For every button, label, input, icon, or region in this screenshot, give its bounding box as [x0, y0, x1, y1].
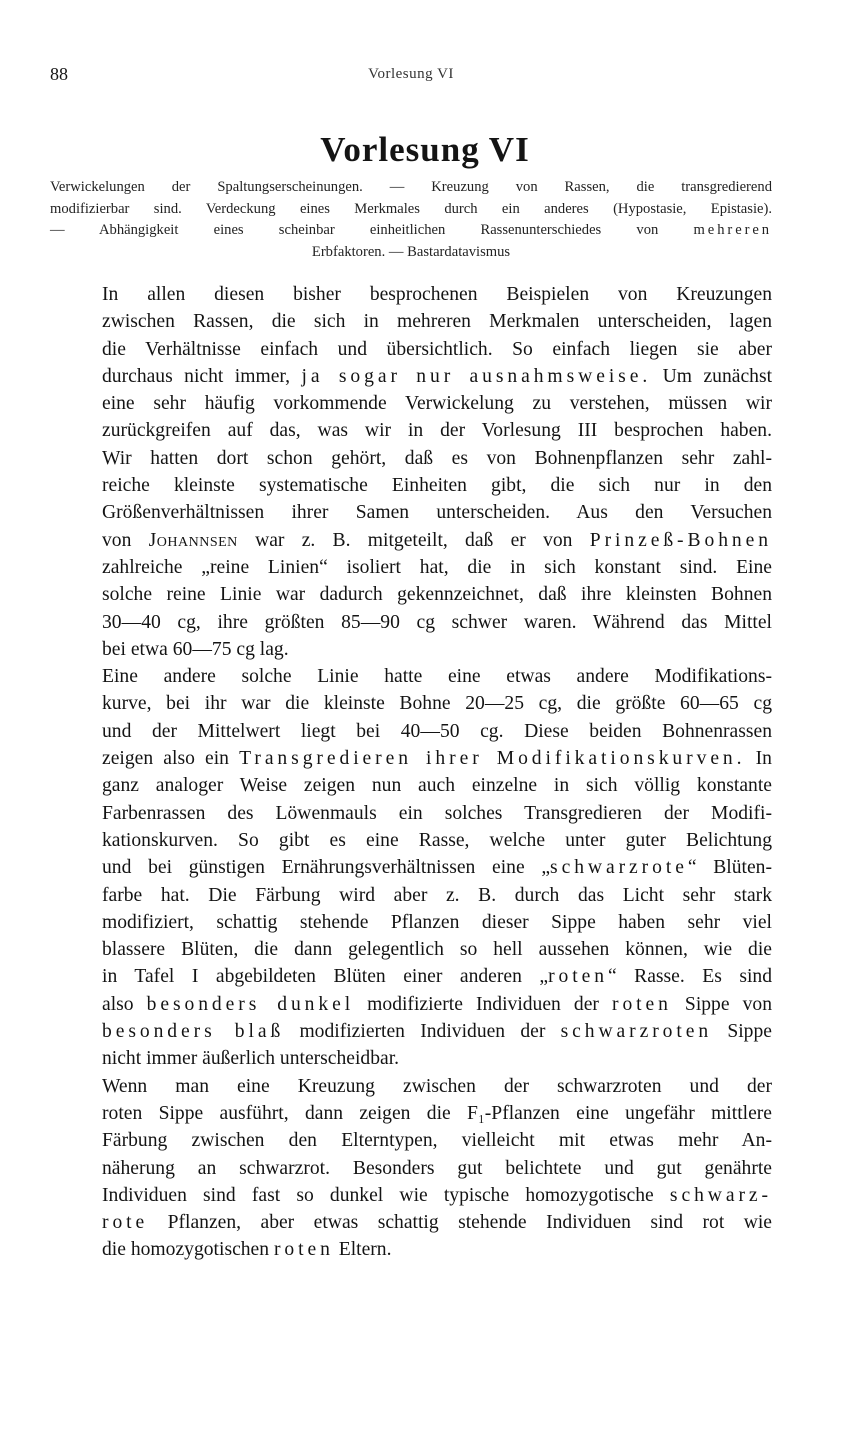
text-line: zahlreiche „reine Linien“ isoliert hat, die in sich konstant sind. Eine: [102, 556, 772, 578]
text-line: nicht immer äußerlich unterscheidbar.: [102, 1048, 400, 1070]
text-line: 30—40 cg, ihre größten 85—90 cg schwer waren. Während das Mittel: [102, 611, 772, 633]
paragraph: [50, 663, 772, 1072]
spaced-emphasis: schwarz-: [669, 1184, 772, 1206]
synopsis-line: Erbfaktoren. — Bastardatavismus: [311, 243, 511, 260]
paragraph: [50, 281, 772, 663]
spaced-emphasis: roten: [612, 993, 672, 1015]
body-text: [50, 281, 772, 1264]
text-line: Wir hatten dort schon gehört, daß es von Bohnenpflanzen sehr zahl-: [102, 447, 772, 469]
spaced-emphasis: besonders blaß: [102, 1021, 285, 1043]
text-line: in Tafel I abgebildeten Blüten einer anderen „roten“ Rasse. Es sind: [102, 966, 772, 988]
text-line: blassere Blüten, die dann gelegentlich so hell aussehen können, wie die: [102, 939, 772, 961]
text-line: zurückgreifen auf das, was wir in der Vorlesung III besprochen haben.: [102, 420, 772, 442]
spaced-emphasis: roten: [273, 1239, 334, 1261]
synopsis-line: — Abhängigkeit eines scheinbar einheitlichen Rassenunterschiedes von mehreren: [50, 222, 772, 238]
text-line: Größenverhältnissen ihrer Samen unterscheiden. Aus den Versuchen: [102, 502, 772, 524]
text-line: farbe hat. Die Färbung wird aber z. B. durch das Licht sehr stark: [102, 884, 772, 906]
paragraph: [50, 1073, 772, 1264]
spaced-emphasis: schwarzroten: [560, 1021, 713, 1043]
text-line: roten Sippe ausführt, dann zeigen die F₁-Pflanzen eine ungefähr mittlere: [102, 1102, 772, 1124]
text-line: Farbenrassen des Löwenmauls ein solches Transgredieren der Modifi-: [102, 802, 772, 824]
text-line: bei etwa 60—75 cg lag.: [102, 638, 289, 660]
spaced-emphasis: mehreren: [693, 222, 772, 238]
page-number: 88: [50, 64, 68, 84]
spaced-emphasis: ja sogar nur ausnahmsweise.: [301, 365, 652, 387]
text-line: besonders blaß modifizierten Individuen der schwarzroten Sippe: [102, 1021, 772, 1043]
text-line: Eine andere solche Linie hatte eine etwas andere Modifikations-: [102, 666, 772, 688]
synopsis-line: Verwickelungen der Spaltungserscheinungen. — Kreuzung von Rassen, die transgredierend: [50, 179, 772, 195]
text-line: Wenn man eine Kreuzung zwischen der schwarzroten und der: [102, 1075, 772, 1097]
spaced-emphasis: rote: [102, 1212, 149, 1234]
spaced-emphasis: Transgredieren ihrer Modifikationskurven.: [239, 748, 746, 770]
chapter-title: Vorlesung VI: [320, 130, 530, 169]
text-line: modifiziert, schattig stehende Pflanzen dieser Sippe haben sehr viel: [102, 911, 772, 933]
spaced-emphasis: besonders dunkel: [146, 993, 355, 1015]
running-head: [50, 64, 772, 88]
text-line: ganz analoger Weise zeigen nun auch einzelne in sich völlig konstante: [102, 775, 772, 797]
spaced-emphasis: schwarzrote: [550, 857, 688, 879]
chapter-synopsis: [50, 177, 772, 263]
text-line: also besonders dunkel modifizierte Individuen der roten Sippe von: [102, 993, 772, 1015]
text-line: und bei günstigen Ernährungsverhältnissen eine „schwarzrote“ Blüten-: [102, 857, 772, 879]
text-line: Individuen sind fast so dunkel wie typische homozygotische schwarz-: [102, 1184, 772, 1206]
text-line: von Johannsen war z. B. mitgeteilt, daß er von Prinzeß-Bohnen: [102, 529, 772, 551]
running-title: Vorlesung VI: [368, 66, 454, 82]
text-line: Färbung zwischen den Elterntypen, vielleicht mit etwas mehr An-: [102, 1130, 772, 1152]
text-line: die homozygotischen roten Eltern.: [102, 1239, 392, 1261]
synopsis-line: modifizierbar sind. Verdeckung eines Merkmales durch ein anderes (Hypostasie, Epistasie).: [50, 200, 772, 217]
text-line: solche reine Linie war dadurch gekennzeichnet, daß ihre kleinsten Bohnen: [102, 584, 772, 606]
text-line: zwischen Rassen, die sich in mehreren Merkmalen unterscheiden, lagen: [102, 311, 772, 333]
text-line: eine sehr häufig vorkommende Verwickelung zu verstehen, müssen wir: [102, 393, 772, 415]
spaced-emphasis: roten: [548, 966, 608, 988]
text-line: die Verhältnisse einfach und übersichtlich. So einfach liegen sie aber: [102, 338, 772, 360]
text-line: zeigen also ein Transgredieren ihrer Modifikationskurven. In: [102, 748, 772, 770]
text-line: rote Pflanzen, aber etwas schattig stehende Individuen sind rot wie: [102, 1212, 772, 1234]
text-line: und der Mittelwert liegt bei 40—50 cg. Diese beiden Bohnenrassen: [102, 720, 772, 742]
text-line: kurve, bei ihr war die kleinste Bohne 20—25 cg, die größte 60—65 cg: [102, 693, 772, 715]
text-line: reiche kleinste systematische Einheiten gibt, die sich nur in den: [102, 475, 772, 497]
text-line: durchaus nicht immer, ja sogar nur ausnahmsweise. Um zunächst: [102, 365, 773, 387]
author-name: Johannsen: [148, 529, 238, 551]
text-line: näherung an schwarzrot. Besonders gut belichtete und gut genährte: [102, 1157, 772, 1179]
spaced-emphasis: Prinzeß-Bohnen: [589, 529, 772, 551]
text-line: In allen diesen bisher besprochenen Beispielen von Kreuzungen: [102, 284, 772, 305]
text-line: kationskurven. So gibt es eine Rasse, welche unter guter Belichtung: [102, 829, 772, 851]
